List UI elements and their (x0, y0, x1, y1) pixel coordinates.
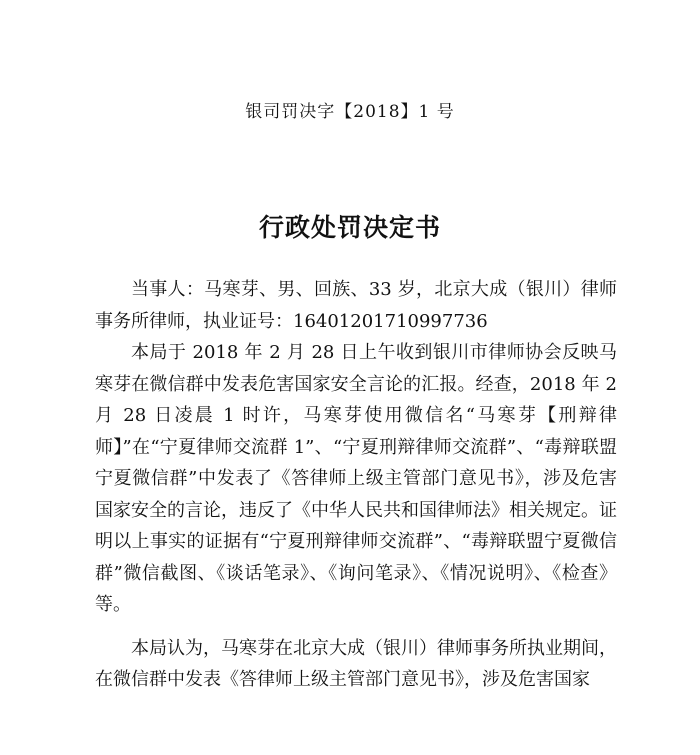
paragraph-facts: 本局于 2018 年 2 月 28 日上午收到银川市律师协会反映马寒芽在微信群中发表危害国家安全言论的汇报。经查，2018 年 2 月 28 日凌晨 1 时许，马寒芽使用微信名“马寒芽【刑辩律师】”在“宁夏律师交流群 1”、“宁夏刑辩律师交流群”、“毒辩联盟宁夏微信群”中发表了《答律师上级主管部门意见书》，涉及危害国家安全的言论，违反了《中华人民共和国律师法》相关规定。证明以上事实的证据有“宁夏刑辩律师交流群”、“毒辩联盟宁夏微信群”微信截图、《谈话笔录》、《询问笔录》、《情况说明》、《检查》等。 (95, 342, 617, 615)
document-number: 银司罚决字【2018】1 号 (245, 102, 455, 122)
paragraph-party-info: 当事人：马寒芽、男、回族、33 岁，北京大成（银川）律师事务所律师，执业证号：16401201710997736 (95, 279, 617, 332)
paragraph-determination: 本局认为，马寒芽在北京大成（银川）律师事务所执业期间，在微信群中发表《答律师上级主管部门意见书》，涉及危害国家 (95, 637, 617, 690)
document-title: 行政处罚决定书 (258, 213, 441, 242)
document-body (95, 274, 617, 696)
